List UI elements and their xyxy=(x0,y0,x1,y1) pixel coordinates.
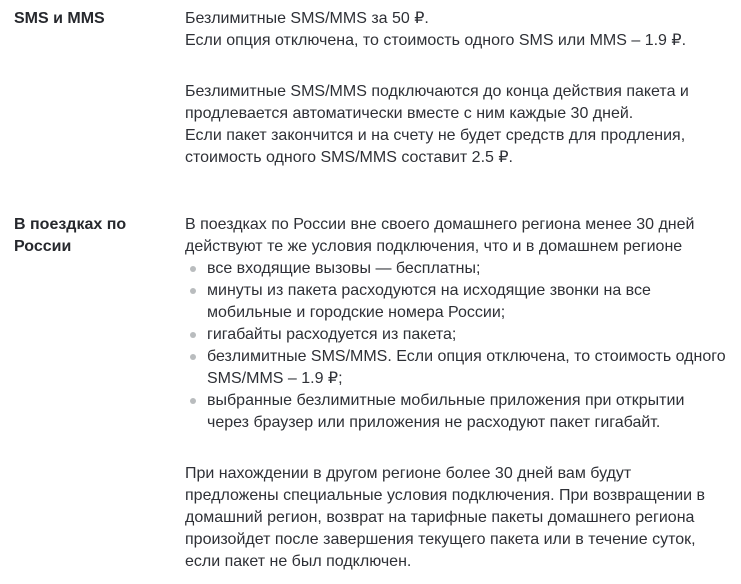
paragraph-line: Если пакет закончится и на счету не будет средств для продления, стоимость одного SMS/MMS составит 2.5 ₽. xyxy=(185,127,686,166)
list-item-text: гигабайты расходуется из пакета; xyxy=(207,326,457,343)
list-item-text: все входящие вызовы — бесплатны; xyxy=(207,260,481,277)
paragraph xyxy=(185,463,727,573)
section-content xyxy=(185,214,727,573)
list-item xyxy=(185,324,727,346)
paragraph xyxy=(185,81,727,169)
list-item xyxy=(185,346,727,390)
list-item-text: безлимитные SMS/MMS. Если опция отключена, то стоимость одного SMS/MMS – 1.9 ₽; xyxy=(207,348,726,387)
section-travel-russia xyxy=(14,214,727,573)
paragraph-line: Безлимитные SMS/MMS за 50 ₽. xyxy=(185,10,429,27)
list-item xyxy=(185,258,727,280)
list-item xyxy=(185,390,727,434)
paragraph-line: Безлимитные SMS/MMS подключаются до конца действия пакета и продлевается автоматически вместе с ним каждые 30 дней. xyxy=(185,83,689,122)
bullet-dot-icon xyxy=(190,266,196,272)
list-item-text: минуты из пакета расходуются на исходящие звонки на все мобильные и городские номера России; xyxy=(207,282,651,321)
section-label: В поездках по России xyxy=(14,216,127,255)
section-sms-mms xyxy=(14,8,727,169)
paragraph-line: Если опция отключена, то стоимость одного SMS или MMS – 1.9 ₽. xyxy=(185,32,687,49)
paragraph-line: При нахождении в другом регионе более 30 дней вам будут предложены специальные условия подключения. При возвращении в домашний регион, возврат на тарифные пакеты домашнего региона произойдет после завершения текущего пакета или в течение суток, если пакет не был подключен. xyxy=(185,465,706,570)
conditions-list xyxy=(185,258,727,434)
section-label: SMS и MMS xyxy=(14,10,105,27)
bullet-dot-icon xyxy=(190,354,196,360)
bullet-dot-icon xyxy=(190,398,196,404)
list-item xyxy=(185,280,727,324)
paragraph xyxy=(185,214,727,258)
list-item-text: выбранные безлимитные мобильные приложения при открытии через браузер или приложения не расходуют пакет гигабайт. xyxy=(207,392,685,431)
bullet-dot-icon xyxy=(190,288,196,294)
paragraph-line: В поездках по России вне своего домашнего региона менее 30 дней действуют те же условия подключения, что и в домашнем регионе xyxy=(185,216,695,255)
bullet-dot-icon xyxy=(190,332,196,338)
paragraph xyxy=(185,8,727,52)
section-content xyxy=(185,8,727,169)
